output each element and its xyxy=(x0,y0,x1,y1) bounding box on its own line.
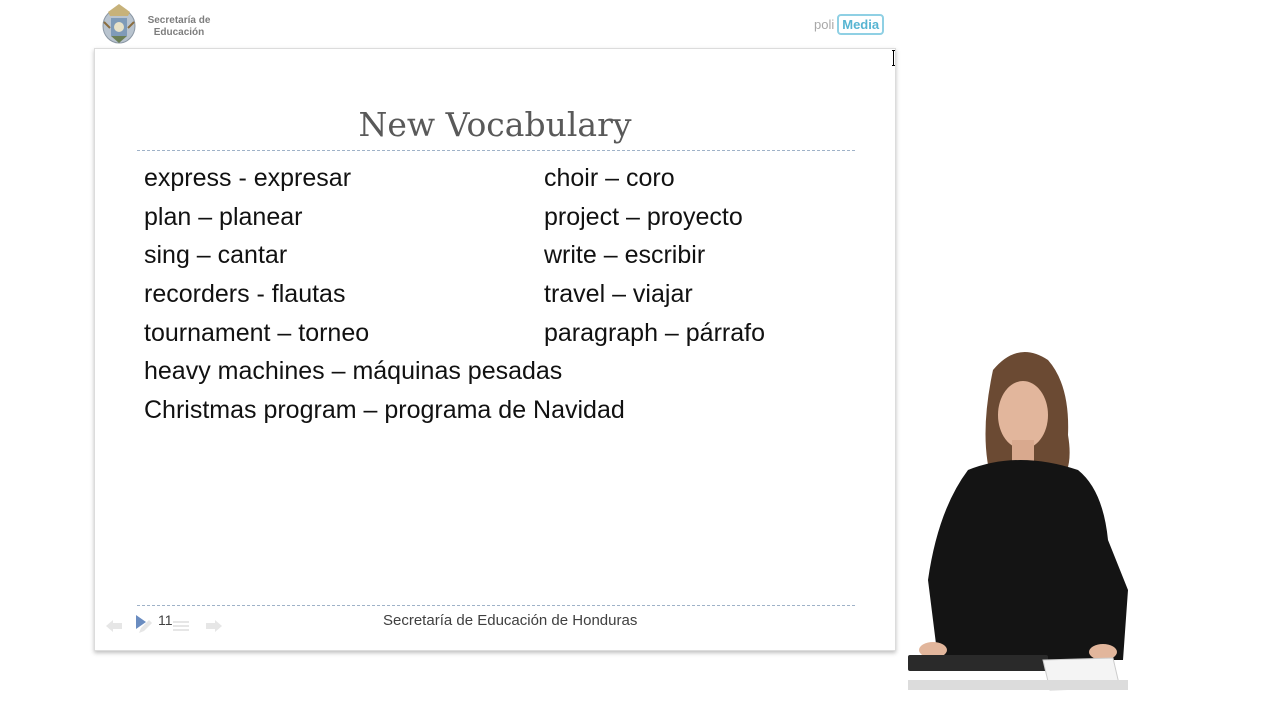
text-cursor-icon xyxy=(892,50,895,66)
vocab-item: recorders - flautas xyxy=(144,280,346,308)
slide-number: 11 xyxy=(158,612,173,628)
presenter-video xyxy=(898,340,1143,692)
vocab-item: express - expresar xyxy=(144,164,352,192)
slide-footer: Secretaría de Educación de Honduras xyxy=(383,612,638,629)
menu-icon[interactable] xyxy=(173,619,189,633)
coat-of-arms-icon xyxy=(100,2,138,46)
vocab-item: Christmas program – programa de Navidad xyxy=(144,396,625,424)
vocab-item: travel – viajar xyxy=(544,280,693,308)
next-arrow-icon[interactable] xyxy=(205,619,223,633)
vocab-item: tournament – torneo xyxy=(144,319,370,347)
vocab-item: write – escribir xyxy=(544,241,706,269)
title-divider xyxy=(137,150,855,151)
pen-icon[interactable] xyxy=(137,619,153,635)
secretaria-logo xyxy=(100,2,220,48)
polimedia-logo xyxy=(814,14,884,38)
slide xyxy=(94,48,896,651)
logo-text xyxy=(139,15,219,39)
poli-text: poli xyxy=(814,17,835,32)
vocab-item: project – proyecto xyxy=(544,203,743,231)
logo-text-line2: Educación xyxy=(153,27,205,38)
slide-title: New Vocabulary xyxy=(358,105,632,144)
vocab-item: paragraph – párrafo xyxy=(544,319,765,347)
media-text: Media xyxy=(837,14,884,35)
previous-arrow-icon[interactable] xyxy=(105,619,123,633)
vocab-item: heavy machines – máquinas pesadas xyxy=(144,357,563,385)
vocab-item: plan – planear xyxy=(144,203,303,231)
logo-text-line1: Secretaría de xyxy=(147,15,211,26)
vocab-item: choir – coro xyxy=(544,164,675,192)
footer-divider xyxy=(137,605,855,606)
vocab-item: sing – cantar xyxy=(144,241,288,269)
